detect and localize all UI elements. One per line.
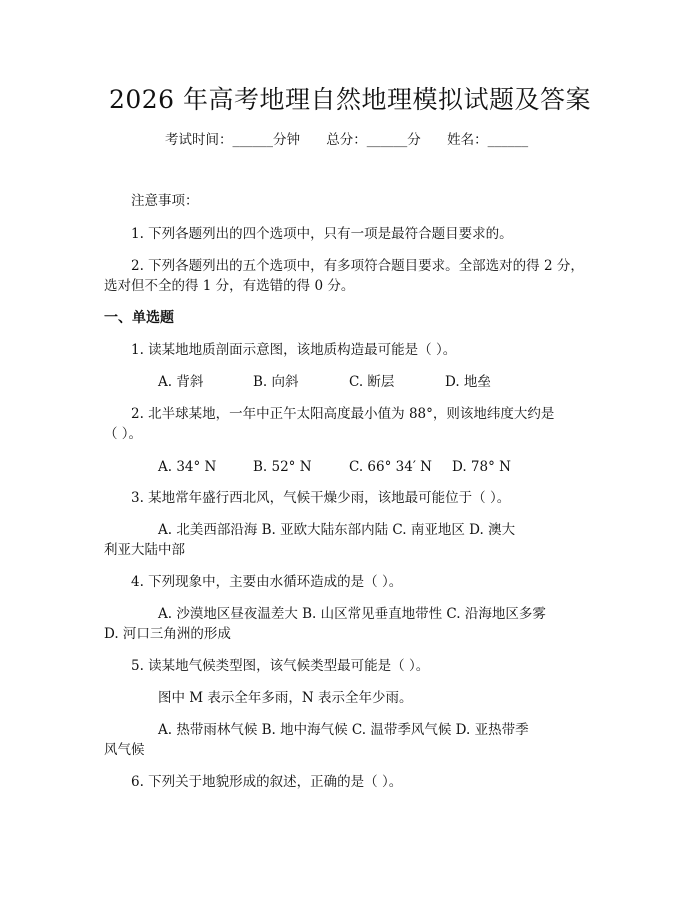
option: D. 地垒 <box>445 374 491 390</box>
option: B. 52° N <box>253 459 312 475</box>
option: B. 向斜 <box>253 374 299 390</box>
option: C. 66° 34′ N <box>349 459 432 475</box>
options-line-cont: D. 河口三角洲的形成 <box>104 626 231 642</box>
question-stem: 1. 读某地地质剖面示意图，该地质构造最可能是（ ）。 <box>131 342 457 358</box>
option: A. 背斜 <box>158 374 204 390</box>
question-stem-cont: （ ）。 <box>104 426 143 442</box>
option: C. 断层 <box>349 374 395 390</box>
notes-line-1: 1. 下列各题列出的四个选项中，只有一项是最符合题目要求的。 <box>131 226 513 242</box>
exam-meta <box>165 131 550 149</box>
option: D. 78° N <box>452 459 511 475</box>
exam-title: 2026 年高考地理自然地理模拟试题及答案 <box>108 85 592 114</box>
options-line: A. 热带雨林气候 B. 地中海气候 C. 温带季风气候 D. 亚热带季 <box>158 722 529 738</box>
options-line-cont: 风气候 <box>104 742 145 758</box>
question-stem: 4. 下列现象中，主要由水循环造成的是（ ）。 <box>131 574 403 590</box>
question-extra: 图中 M 表示全年多雨，N 表示全年少雨。 <box>158 690 413 706</box>
options-line: A. 沙漠地区昼夜温差大 B. 山区常见垂直地带性 C. 沿海地区多雾 <box>158 606 546 622</box>
question-stem: 6. 下列关于地貌形成的叙述，正确的是（ ）。 <box>131 774 403 790</box>
notes-line-2: 2. 下列各题列出的五个选项中，有多项符合题目要求。全部选对的得 2 分， <box>131 258 584 274</box>
question-stem: 5. 读某地气候类型图，该气候类型最可能是（ ）。 <box>131 658 430 674</box>
option: A. 34° N <box>158 459 217 475</box>
options-line-cont: 利亚大陆中部 <box>104 542 185 558</box>
question-stem: 3. 某地常年盛行西北风，气候干燥少雨，该地最可能位于（ ）。 <box>131 490 511 506</box>
section-heading: 一、单选题 <box>104 310 174 326</box>
question-stem: 2. 北半球某地，一年中正午太阳高度最小值为 88°，则该地纬度大约是 <box>131 406 555 422</box>
total-score-field: 总分：______分 <box>326 132 421 148</box>
notes-heading: 注意事项： <box>131 193 199 209</box>
student-name-field: 姓名：______ <box>447 132 529 148</box>
exam-time-field: 考试时间：______分钟 <box>165 132 300 148</box>
options-line: A. 北美西部沿海 B. 亚欧大陆东部内陆 C. 南亚地区 D. 澳大 <box>158 522 516 538</box>
notes-line-2-cont: 选对但不全的得 1 分，有选错的得 0 分。 <box>104 278 355 294</box>
